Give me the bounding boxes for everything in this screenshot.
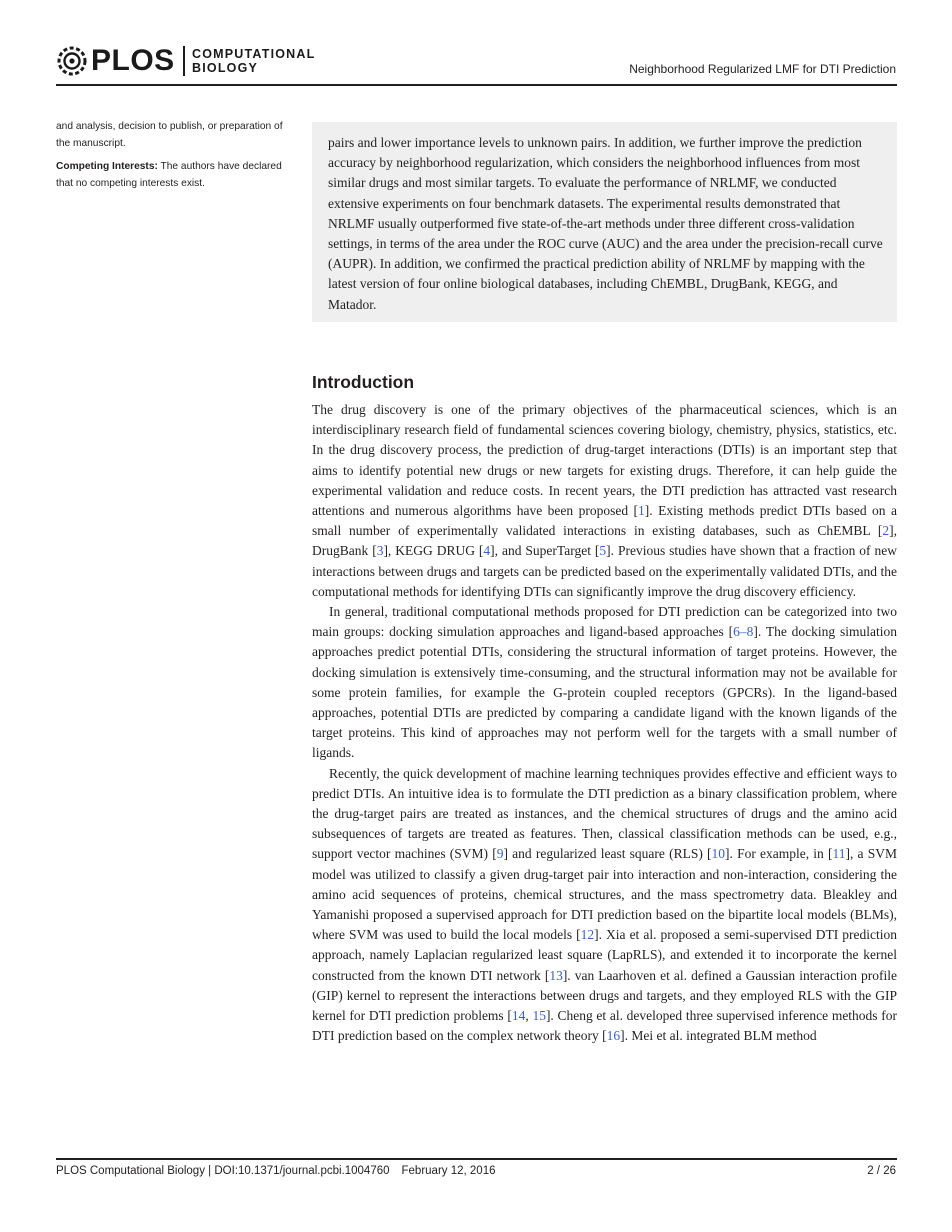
footer-rule [56, 1158, 897, 1160]
citation-link[interactable]: 9 [496, 846, 504, 862]
page-number: 2 / 26 [867, 1165, 896, 1177]
competing-interests-text: The authors have declared that no competing interests exist. [56, 161, 282, 189]
citation-link[interactable]: 14 [511, 1008, 526, 1024]
citation-link[interactable]: 6–8 [733, 624, 754, 640]
citation-link[interactable]: 10 [711, 846, 726, 862]
citation-link[interactable]: 16 [606, 1028, 621, 1044]
citation-link[interactable]: 5 [599, 543, 607, 559]
section-heading: Introduction [312, 372, 415, 392]
citation-link[interactable]: 4 [483, 543, 491, 559]
citation-link[interactable]: 3 [376, 543, 384, 559]
citation-link[interactable]: 11 [832, 846, 846, 862]
logo-sub-1: COMPUTATIONAL [192, 47, 316, 61]
logo-divider [183, 46, 185, 76]
sidebar [56, 119, 288, 199]
abstract-text: pairs and lower importance levels to unknown pairs. In addition, we further improve the prediction accuracy by neighborhood regularization, which considers the neighborhood influences from most similar drugs and most similar targets. To evaluate the performance of NRLMF, we conducted extensive experiments on four benchmark datasets. The experimental results demonstrated that NRLMF usually outperformed five state-of-the-art methods under three different cross-validation settings, in terms of the area under the ROC curve (AUC) and the area under the precision-recall curve (AUPR). In addition, we confirmed the practical prediction ability of NRLMF by mapping with the latest version of four online biological databases, including ChEMBL, DrugBank, KEGG, and Matador. [328, 135, 883, 312]
citation-link[interactable]: 12 [580, 927, 595, 943]
citation-link[interactable]: 13 [549, 967, 563, 983]
funding-note: and analysis, decision to publish, or preparation of the manuscript. [56, 121, 283, 149]
plos-logo [55, 42, 325, 82]
paragraph-3: Recently, the quick development of machine learning techniques provides effective and efficient ways to predict DTIs. An intuitive idea is to formulate the DTI prediction as a binary classification problem, where the drug-target pairs are treated as instances, and the chemical structures of drugs and the amino acid subsequences of targets are treated as features. Then, classical classification methods can be used, e.g., support vector machines (SVM) [9] and regularized least square (RLS) [10]. For example, in [11], a SVM model was utilized to classify a given drug-target pair into interaction and non-interaction, considering the amino acid sequences of proteins, chemical structures, and the mass spectrometry data. Bleakley and Yamanishi proposed a supervised approach for DTI prediction based on the bipartite local models (BLMs), where SVM was used to build the local models [12]. Xia et al. proposed a semi-supervised DTI prediction approach, namely Laplacian regularized least square (LapRLS), and extended it to incorporate the kernel constructed from the known DTI network [13]. van Laarhoven et al. defined a Gaussian interaction profile (GIP) kernel to represent the interactions between drugs and targets, and they employed RLS with the GIP kernel for DTI prediction problems [14, 15]. Cheng et al. developed three supervised inference methods for DTI prediction based on the complex network theory [16]. Mei et al. integrated BLM method [312, 765, 897, 1044]
citation-link[interactable]: 15 [532, 1008, 546, 1024]
footer-citation [56, 1165, 496, 1177]
logo-wordmark: PLOS [91, 44, 175, 77]
main-body [312, 400, 897, 1047]
paragraph-2: In general, traditional computational methods proposed for DTI prediction can be categorized into two main groups: docking simulation approaches and ligand-based approaches [6–8]. The docking simulation approaches predict potential DTIs, considering the structural information of target proteins. However, the docking simulation is extensively time-consuming, and the structural information may not be available for some protein families, for example the G-protein coupled receptors (GPCRs). In the ligand-based approaches, potential DTIs are predicted by comparing a candidate ligand with the known ligands of the target proteins. This kind of approaches may not perform well for the targets with a small number of ligands. [312, 604, 898, 761]
citation-link[interactable]: 1 [638, 503, 645, 519]
competing-interests [56, 159, 288, 192]
abstract-box [312, 122, 897, 322]
plos-logo-icon [55, 44, 89, 78]
footer-date: February 12, 2016 [401, 1165, 496, 1177]
running-title: Neighborhood Regularized LMF for DTI Prediction [629, 62, 896, 76]
footer-journal: PLOS Computational Biology | DOI:10.1371/journal.pcbi.1004760 [56, 1165, 390, 1177]
citation-link[interactable]: 2 [882, 523, 890, 539]
logo-sub-2: BIOLOGY [192, 61, 259, 75]
header-rule [56, 84, 897, 86]
paragraph-1: The drug discovery is one of the primary objectives of the pharmaceutical sciences, which is an interdisciplinary research field of fundamental sciences covering biology, chemistry, physics, statistics, etc. In the drug discovery process, the prediction of drug-target interactions (DTIs) is an important step that aims to identify potential new drugs or new targets for existing drugs. Therefore, it can help guide the experimental validation and reduce costs. In recent years, the DTI prediction has attracted vast research attentions and numerous algorithms have been proposed [1]. Existing methods predict DTIs based on a small number of experimentally validated interactions in existing databases, such as ChEMBL [2], DrugBank [3], KEGG DRUG [4], and SuperTarget [5]. Previous studies have shown that a fraction of new interactions between drugs and targets can be predicted based on the experimentally validated DTIs, and the computational methods for identifying DTIs can significantly improve the drug discovery efficiency. [312, 402, 897, 599]
competing-interests-label: Competing Interests: [56, 161, 158, 172]
